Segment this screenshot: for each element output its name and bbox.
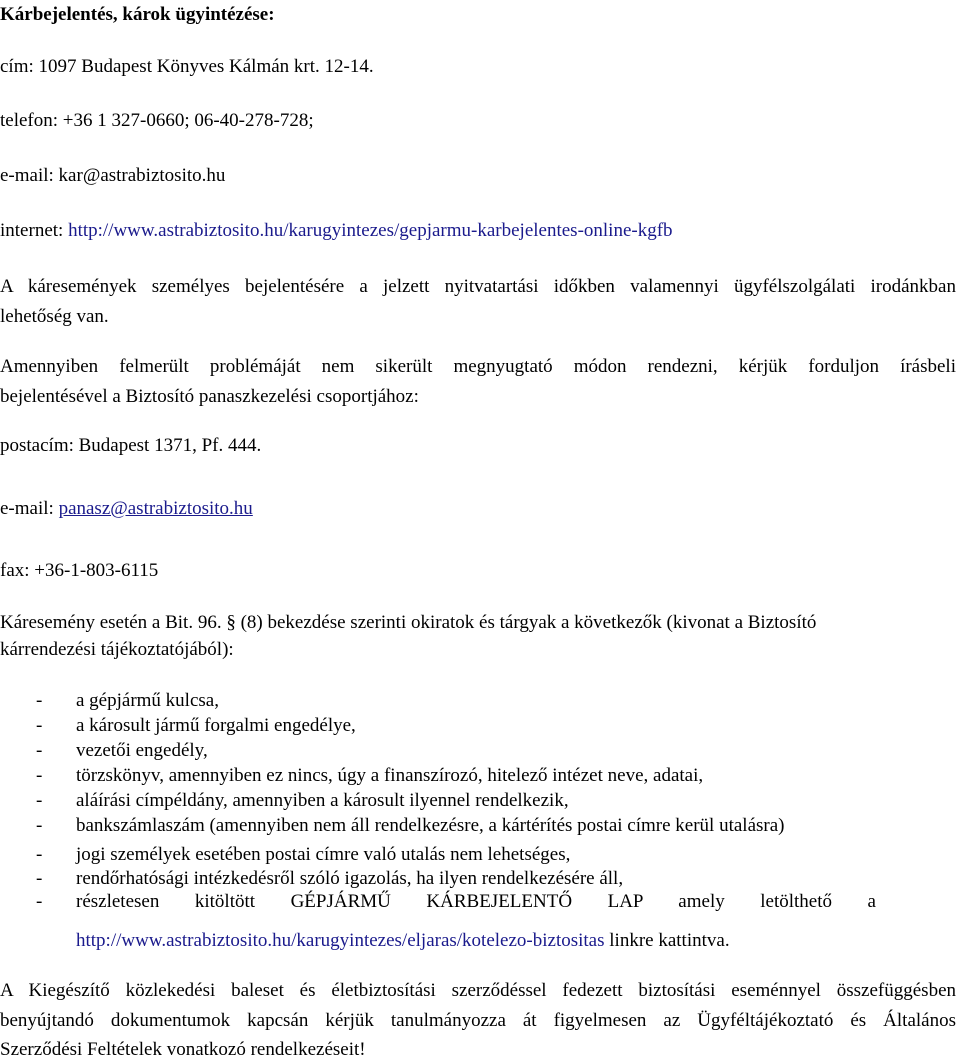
complaint-email-line — [0, 496, 253, 522]
form-download-link[interactable]: http://www.astrabiztosito.hu/karugyintezes/eljaras/kotelezo-biztositas — [76, 930, 605, 951]
list-dash: - — [36, 765, 43, 786]
list-item-text: a károsult jármű forgalmi engedélye, — [76, 715, 356, 736]
list-item-text: jogi személyek esetében postai címre való utalás nem lehetséges, — [76, 844, 571, 865]
complaint-email-link[interactable]: panasz@astrabiztosito.hu — [58, 498, 253, 519]
list-item-text: részletesen kitöltött GÉPJÁRMŰ KÁRBEJELENTŐ LAP amely letölthető a — [76, 891, 876, 912]
section-heading: Kárbejelentés, károk ügyintézése: — [0, 4, 275, 25]
list-dash: - — [36, 868, 43, 889]
fax-line: fax: +36-1-803-6115 — [0, 560, 159, 581]
paragraph-2-line-1: Amennyiben felmerült problémáját nem sikerült megnyugtató módon rendezni, kérjük forduljon írásbeli — [0, 356, 956, 377]
list-item-text: vezetői engedély, — [76, 740, 208, 761]
paragraph-3-line-2: kárrendezési tájékoztatójából): — [0, 639, 234, 660]
paragraph-2-line-2: bejelentésével a Biztosító panaszkezelési csoportjához: — [0, 386, 419, 407]
link-suffix: linkre kattintva. — [604, 930, 730, 951]
list-dash: - — [36, 715, 43, 736]
list-item-text: rendőrhatósági intézkedésről szóló igazolás, ha ilyen rendelkezésére áll, — [76, 868, 624, 889]
list-dash: - — [36, 790, 43, 811]
email-line: e-mail: kar@astrabiztosito.hu — [0, 165, 226, 186]
list-dash: - — [36, 740, 43, 761]
paragraph-4-line-2: benyújtandó dokumentumok kapcsán kérjük tanulmányozza át figyelmesen az Ügyféltájékoztató és Általános — [0, 1010, 956, 1031]
list-item-text: a gépjármű kulcsa, — [76, 690, 219, 711]
list-dash: - — [36, 844, 43, 865]
complaint-email-label: e-mail: — [0, 498, 59, 519]
phone-line: telefon: +36 1 327-0660; 06-40-278-728; — [0, 110, 314, 131]
paragraph-1-line-1: A káresemények személyes bejelentésére a jelzett nyitvatartási időkben valamennyi ügyfélszolgálati irodánkban — [0, 276, 956, 297]
list-link-line — [76, 928, 730, 954]
internet-line — [0, 218, 673, 244]
address-line: cím: 1097 Budapest Könyves Kálmán krt. 12-14. — [0, 56, 374, 77]
list-item-text: bankszámlaszám (amennyiben nem áll rendelkezésre, a kártérítés postai címre kerül utalásra) — [76, 815, 785, 836]
list-dash: - — [36, 891, 43, 912]
paragraph-4-line-3: Szerződési Feltételek vonatkozó rendelkezéseit! — [0, 1039, 366, 1060]
list-item-text: aláírási címpéldány, amennyiben a károsult ilyennel rendelkezik, — [76, 790, 569, 811]
paragraph-1-line-2: lehetőség van. — [0, 306, 109, 327]
paragraph-4-line-1: A Kiegészítő közlekedési baleset és életbiztosítási szerződéssel fedezett biztosítási eseménnyel összefüggésben — [0, 980, 956, 1001]
list-dash: - — [36, 815, 43, 836]
list-item-text: törzskönyv, amennyiben ez nincs, úgy a finanszírozó, hitelező intézet neve, adatai, — [76, 765, 704, 786]
paragraph-3-line-1: Káresemény esetén a Bit. 96. § (8) bekezdése szerinti okiratok és tárgyak a következők (kivonat a Biztosító — [0, 612, 817, 633]
internet-link[interactable]: http://www.astrabiztosito.hu/karugyintezes/gepjarmu-karbejelentes-online-kgfb — [68, 220, 673, 241]
list-dash: - — [36, 690, 43, 711]
internet-label: internet: — [0, 220, 69, 241]
postal-address-line: postacím: Budapest 1371, Pf. 444. — [0, 435, 262, 456]
